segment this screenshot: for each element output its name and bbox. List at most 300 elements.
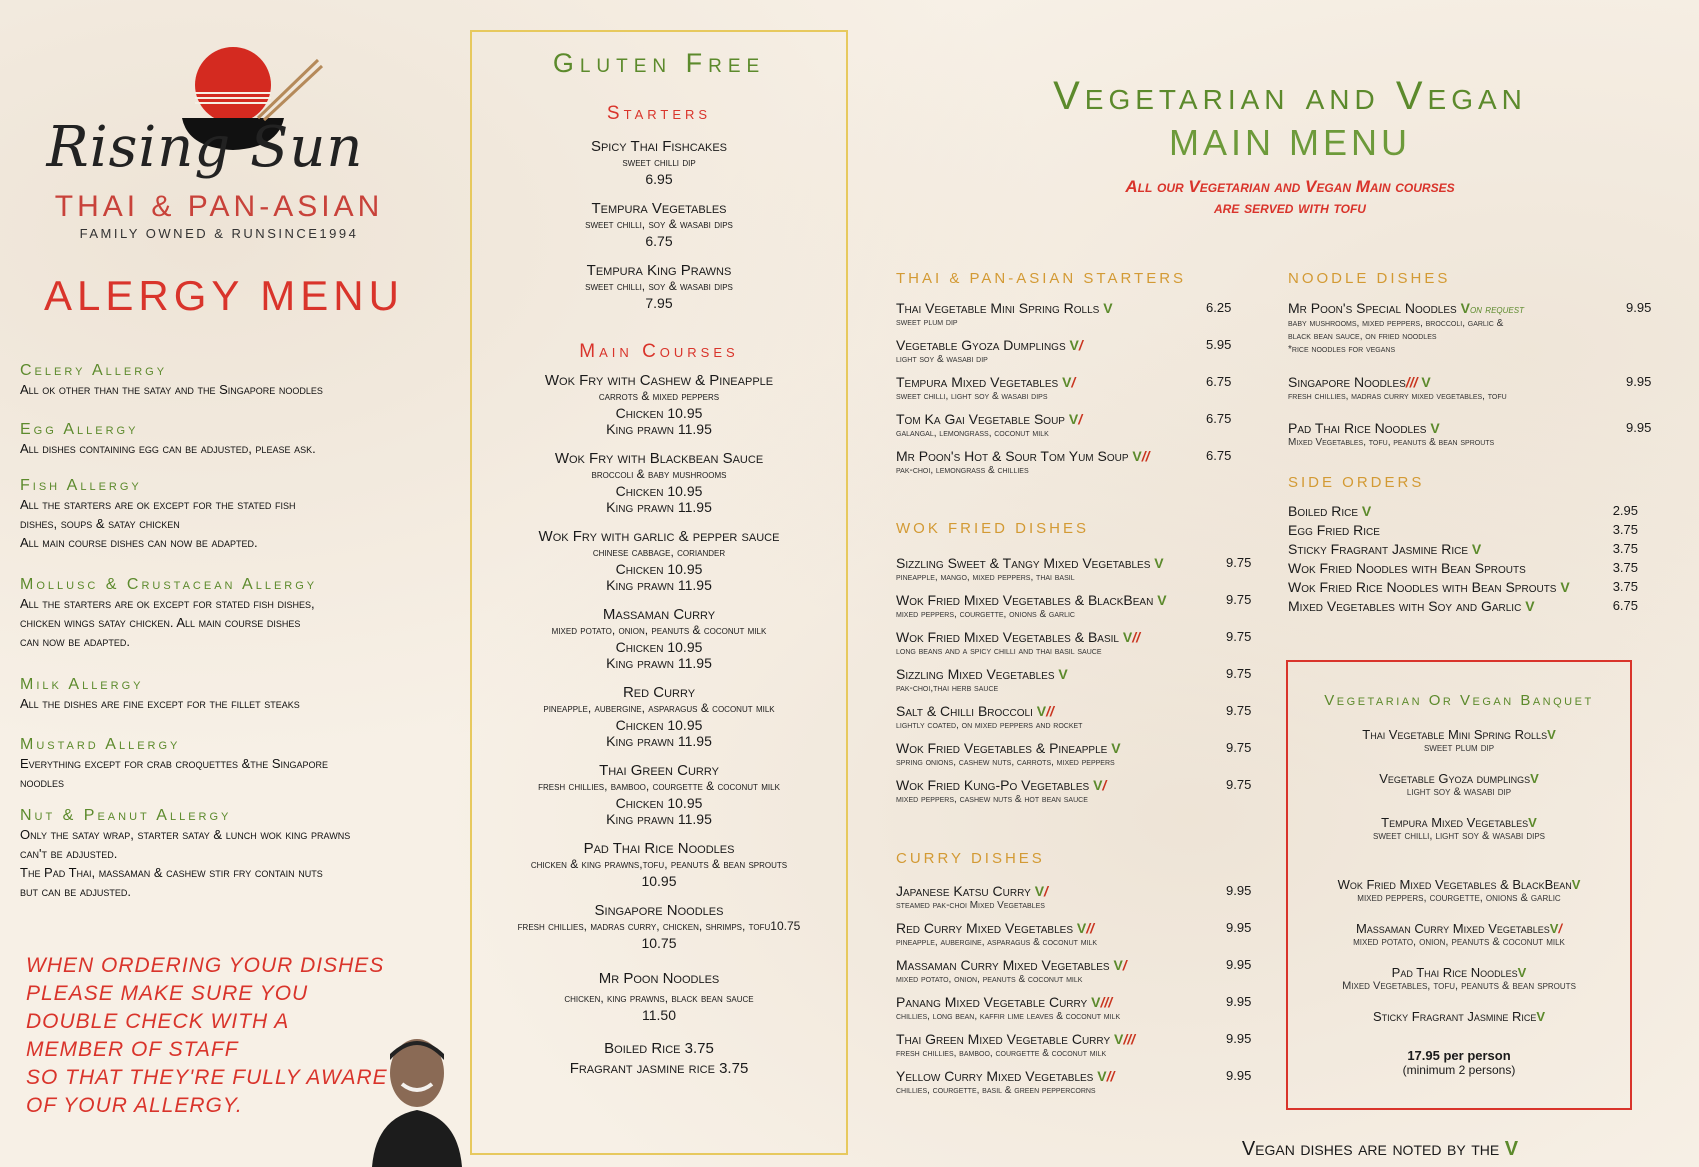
- dish-name: [896, 555, 1164, 571]
- allergy-line: dishes, soups & satay chicken: [20, 516, 180, 531]
- allergy-line: All the dishes are fine except for the fillet steaks: [20, 696, 300, 711]
- gf-main-item: [472, 685, 846, 749]
- banquet-items: [1288, 727, 1630, 1024]
- gf-item-desc: fresh chillies, madras curry, chicken, shrimps, tofu10.75: [517, 919, 801, 933]
- dish-desc: galangal, lemongrass, coconut milk: [896, 428, 1049, 439]
- banquet-item-name: [1288, 921, 1630, 936]
- dish-name-text: Mr Poon's Hot & Sour Tom Yum Soup: [896, 448, 1129, 464]
- side-price: 3.75: [1612, 522, 1638, 537]
- banquet-item: [1288, 771, 1630, 799]
- dish-name-text: Salt & Chilli Broccoli: [896, 703, 1033, 719]
- dish-name: [896, 1031, 1135, 1047]
- gf-item-name: Wok Fry with Cashew & Pineapple: [544, 372, 774, 389]
- vegan-mark: V: [1122, 629, 1133, 645]
- side-name: Mixed Vegetables with Soy and Garlic: [1288, 598, 1522, 614]
- dish-desc: lightly coated, on mixed peppers and rocket: [896, 720, 1083, 731]
- vegan-mark: V: [1528, 815, 1537, 830]
- gf-item-price: 10.95: [641, 873, 677, 889]
- dish-name-text: Yellow Curry Mixed Vegetables: [896, 1068, 1094, 1084]
- banquet-item-desc: light soy & wasabi dip: [1406, 786, 1512, 798]
- gf-item-name: Red Curry: [622, 684, 696, 701]
- dish-name: [896, 883, 1048, 899]
- dish-price: 9.95: [1626, 420, 1652, 435]
- dish-price: 9.75: [1226, 629, 1252, 644]
- dish-name: [896, 374, 1075, 390]
- dish-desc: mixed peppers, courgette, onions & garlic: [896, 609, 1075, 620]
- veg-note-line: are served with tofu: [1214, 198, 1366, 217]
- warning-line: DOUBLE CHECK WITH A: [26, 1010, 290, 1033]
- dish-item: [896, 1031, 1252, 1060]
- gf-item-name: Pad Thai Rice Noodles: [583, 840, 735, 857]
- dish-name: [1288, 300, 1524, 317]
- vegan-mark: V: [1547, 727, 1556, 742]
- warning-line: MEMBER OF STAFF: [26, 1038, 239, 1061]
- chilli-icon: ///: [1405, 374, 1418, 390]
- veg-noodle-heading: NOODLE DISHES: [1288, 270, 1451, 287]
- gf-starter-item: [472, 263, 846, 311]
- allergy-line: can't be adjusted.: [20, 846, 118, 861]
- banquet-item-desc: mixed peppers, courgette, onions & garlic: [1357, 892, 1561, 904]
- dish-item: [1288, 374, 1652, 403]
- dish-item: [896, 448, 1232, 477]
- dish-desc: long beans and a spicy chilli and thai basil sauce: [896, 646, 1102, 657]
- dish-item: [896, 883, 1252, 912]
- gf-item-desc: sweet chilli, soy & wasabi dips: [585, 217, 733, 231]
- banquet-item-text: Wok Fried Mixed Vegetables & BlackBean: [1337, 877, 1572, 892]
- vegan-mark: V: [1113, 957, 1123, 973]
- allergy-heading: Mollusc & Crustacean Allergy: [20, 576, 318, 593]
- allergy-line: Everything except for crab croquettes &the Singapore: [20, 756, 329, 771]
- banquet-item: [1288, 1009, 1630, 1024]
- dish-price: 9.75: [1226, 666, 1252, 681]
- gf-item-price: 10.75: [641, 935, 677, 951]
- dish-name: [896, 300, 1113, 316]
- gf-main-item: [472, 451, 846, 515]
- allergy-line: All main course dishes can now be adapted.: [20, 535, 258, 550]
- dish-desc: steamed pak-choi Mixed Vegetables: [896, 900, 1045, 911]
- vegan-mark: V: [1361, 503, 1372, 519]
- allergy-section-nut: [20, 807, 445, 901]
- gf-extras: [472, 1041, 846, 1077]
- vegan-mark: V: [1471, 541, 1482, 557]
- gf-item-name: Tempura Vegetables: [591, 200, 727, 217]
- dish-name-text: Wok Fried Kung-Po Vegetables: [896, 777, 1090, 793]
- side-name: Wok Fried Rice Noodles with Bean Sprouts: [1288, 579, 1557, 595]
- allergy-column: [0, 0, 460, 1167]
- dish-name: [896, 337, 1083, 353]
- gf-item-price: King prawn 11.95: [606, 733, 712, 749]
- dish-desc: mixed potato, onion, peanuts & coconut milk: [896, 974, 1083, 985]
- gf-item-price: King prawn 11.95: [606, 421, 712, 437]
- gf-extra-item: Fragrant jasmine rice 3.75: [569, 1060, 749, 1077]
- chilli-icon: ///: [1123, 1031, 1136, 1047]
- gf-item-price: Chicken 10.95: [615, 483, 703, 499]
- dish-name-text: Wok Fried Mixed Vegetables & BlackBean: [896, 592, 1154, 608]
- banquet-price: 17.95 per person: [1407, 1048, 1511, 1063]
- dish-price: 9.95: [1226, 994, 1252, 1009]
- chilli-icon: //: [1046, 703, 1054, 719]
- banquet-item-text: Vegetable Gyoza dumplings: [1379, 771, 1531, 786]
- dish-name-text: Thai Vegetable Mini Spring Rolls: [896, 300, 1100, 316]
- banquet-item-desc: Mixed Vegetables, tofu, peanuts & bean sprouts: [1342, 980, 1576, 992]
- side-name: Egg Fried Rice: [1288, 522, 1380, 538]
- veg-curry-heading: CURRY DISHES: [896, 850, 1045, 867]
- dish-item: [896, 703, 1252, 732]
- allergy-line: can now be adapted.: [20, 634, 130, 649]
- allergy-warning: [26, 952, 406, 1120]
- dish-name-text: Panang Mixed Vegetable Curry: [896, 994, 1088, 1010]
- gf-item-name: Thai Green Curry: [599, 762, 719, 779]
- dish-name-text: Wok Fried Vegetables & Pineapple: [896, 740, 1108, 756]
- allergy-line: The Pad Thai, massaman & cashew stir fry contain nuts: [20, 865, 323, 880]
- banquet-item-text: Pad Thai Rice Noodles: [1391, 965, 1518, 980]
- side-item: [1288, 541, 1638, 560]
- gf-item-name: Tempura King Prawns: [586, 262, 732, 279]
- dish-item: [1288, 300, 1652, 356]
- dish-desc: pineapple, mango, mixed peppers, thai basil: [896, 572, 1075, 583]
- dish-desc: pineapple, aubergine, asparagus & coconut milk: [896, 937, 1098, 948]
- dish-name-text: Red Curry Mixed Vegetables: [896, 920, 1074, 936]
- dish-price: 9.95: [1226, 1068, 1252, 1083]
- dish-name-text: Mr Poon's Special Noodles: [1288, 300, 1457, 316]
- dish-item: [896, 740, 1252, 769]
- dish-name-text: Wok Fried Mixed Vegetables & Basil: [896, 629, 1119, 645]
- vegan-mark: V: [1517, 965, 1527, 980]
- gf-item-name: Wok Fry with garlic & pepper sauce: [538, 528, 780, 545]
- banquet-item-name: [1288, 815, 1630, 830]
- banquet-item: [1288, 921, 1630, 949]
- allergy-line: chicken wings satay chicken. All main course dishes: [20, 615, 301, 630]
- vegan-mark: V: [1154, 555, 1164, 571]
- gf-starters-heading: Starters: [606, 103, 712, 124]
- dish-item: [896, 374, 1232, 403]
- allergy-section-celery: [20, 362, 445, 399]
- dish-price: 9.75: [1226, 703, 1252, 718]
- banquet-item-text: Tempura Mixed Vegetables: [1381, 815, 1529, 830]
- banquet-item-desc: sweet plum dip: [1423, 742, 1495, 754]
- vegan-mark: V: [1111, 740, 1121, 756]
- vegan-mark: V: [1549, 921, 1559, 936]
- banquet-item-text: Sticky Fragrant Jasmine Rice: [1372, 1009, 1537, 1024]
- gf-main-item: [472, 373, 846, 437]
- dish-desc: chillies, courgette, basil & green peppercorns: [896, 1085, 1096, 1096]
- gf-extra-item: Boiled Rice 3.75: [604, 1040, 714, 1057]
- vegan-mark: V: [1114, 1031, 1124, 1047]
- dish-price: 9.75: [1226, 555, 1252, 570]
- dish-price: 9.95: [1226, 920, 1252, 935]
- banquet-item-name: [1288, 727, 1630, 742]
- vegan-mark: V: [1103, 300, 1113, 316]
- dish-name-text: Thai Green Mixed Vegetable Curry: [896, 1031, 1111, 1047]
- dish-name: [896, 957, 1127, 973]
- dish-name: [1288, 420, 1494, 436]
- allergy-section-fish: [20, 477, 445, 552]
- veg-note: [880, 176, 1699, 218]
- dish-price: 9.75: [1226, 777, 1252, 792]
- allergy-line: Only the satay wrap, starter satay & lunch wok king prawns: [20, 827, 351, 842]
- vegan-mark: V: [1062, 374, 1072, 390]
- dish-price: 6.25: [1206, 300, 1232, 315]
- dish-price: 5.95: [1206, 337, 1232, 352]
- dish-name: [896, 411, 1082, 427]
- brand-name: Rising Sun: [46, 115, 364, 180]
- dish-item: [896, 337, 1232, 366]
- side-item: [1288, 579, 1638, 598]
- allergy-line: All the starters are ok except for stated fish dishes,: [20, 596, 315, 611]
- brand-subtitle: THAI & PAN-ASIAN: [54, 190, 384, 223]
- dish-item: [896, 411, 1232, 440]
- banquet-min: (minimum 2 persons): [1402, 1063, 1516, 1077]
- side-item: [1288, 560, 1638, 579]
- gf-item-price: 7.95: [645, 295, 673, 311]
- vegan-mark: V: [1525, 598, 1535, 614]
- dish-item: [896, 629, 1252, 658]
- dish-desc: Mixed Vegetables, tofu, peanuts & bean sprouts: [1288, 437, 1495, 448]
- dish-desc: spring onions, cashew nuts, carrots, mixed peppers: [896, 757, 1115, 768]
- side-item: [1288, 503, 1638, 522]
- dish-price: 9.95: [1626, 374, 1652, 389]
- gf-item-price: King prawn 11.95: [606, 499, 712, 515]
- side-price: 6.75: [1612, 598, 1638, 613]
- dish-item: [896, 1068, 1252, 1097]
- vegan-mark: V: [1536, 1009, 1546, 1024]
- side-name: Boiled Rice: [1288, 503, 1359, 519]
- chilli-icon: /: [1078, 337, 1083, 353]
- warning-line: PLEASE MAKE SURE YOU: [26, 982, 309, 1005]
- dish-name-text: Sizzling Sweet & Tangy Mixed Vegetables: [896, 555, 1151, 571]
- vegan-mark: V: [1421, 374, 1431, 390]
- chilli-icon: /: [1078, 411, 1083, 427]
- gf-item-desc: chicken & king prawns,tofu, peanuts & bean sprouts: [530, 857, 788, 871]
- brand-tagline: FAMILY OWNED & RUNSINCE1994: [79, 226, 359, 241]
- dish-item: [896, 994, 1252, 1023]
- veg-note-line: All our Vegetarian and Vegan Main courses: [1125, 177, 1455, 196]
- dish-name: [896, 703, 1082, 719]
- banquet-item: [1288, 965, 1630, 993]
- dish-price: 9.75: [1226, 740, 1252, 755]
- vegan-mark: V: [1571, 877, 1581, 892]
- vegan-mark: V: [1069, 337, 1079, 353]
- side-name: Wok Fried Noodles with Bean Sprouts: [1288, 560, 1526, 576]
- vegan-mark: V: [1091, 994, 1101, 1010]
- dish-name-text: Pad Thai Rice Noodles: [1288, 420, 1427, 436]
- dish-desc: mixed peppers, cashew nuts & hot bean sauce: [896, 794, 1088, 805]
- chilli-icon: /: [1044, 883, 1048, 899]
- gf-item-price: 6.95: [645, 171, 673, 187]
- side-price: 3.75: [1612, 541, 1638, 556]
- banquet-item-text: Massaman Curry Mixed Vegetables: [1355, 921, 1550, 936]
- dish-name-text: Singapore Noodles: [1288, 374, 1406, 390]
- gf-item-name: Spicy Thai Fishcakes: [590, 138, 728, 155]
- side-price: 2.95: [1612, 503, 1638, 518]
- vegan-mark: V: [1058, 666, 1068, 682]
- gf-item-desc: mixed potato, onion, peanuts & coconut milk: [551, 623, 767, 637]
- gluten-free-title: Gluten Free: [552, 48, 766, 78]
- vegan-mark: V: [1036, 703, 1047, 719]
- vegan-mark: V: [1034, 883, 1045, 899]
- banquet-item-text: Thai Vegetable Mini Spring Rolls: [1362, 727, 1548, 742]
- on-request-note: on request: [1469, 302, 1524, 316]
- banquet-item-desc: sweet chilli, light soy & wasabi dips: [1372, 830, 1546, 842]
- dish-name: [896, 666, 1068, 682]
- dish-desc: chillies, long bean, kaffir lime leaves & coconut milk: [896, 1011, 1121, 1022]
- banquet-item: [1288, 727, 1630, 755]
- gf-item-desc: chicken, king prawns, black bean sauce: [564, 991, 754, 1005]
- gf-item-name: Massaman Curry: [602, 606, 716, 623]
- dish-desc: light soy & wasabi dip: [896, 354, 988, 365]
- banquet-item-name: [1288, 965, 1630, 980]
- vegan-mark: V: [1097, 1068, 1107, 1084]
- allergy-section-egg: [20, 421, 445, 458]
- warning-line: WHEN ORDERING YOUR DISHES: [26, 954, 385, 977]
- dish-name-text: Tom Ka Gai Vegetable Soup: [896, 411, 1065, 427]
- allergy-line: All ok other than the satay and the Singapore noodles: [20, 382, 323, 397]
- gf-item-name: Singapore Noodles: [594, 902, 724, 919]
- dish-item: [1288, 420, 1652, 449]
- allergy-line: noodles: [20, 775, 65, 790]
- gluten-free-panel: [470, 30, 848, 1155]
- allergy-section-mollusc: [20, 576, 445, 651]
- dish-name: [896, 1068, 1114, 1084]
- gf-item-price: Chicken 10.95: [615, 639, 703, 655]
- dish-desc: *rice noodles for vegans: [1288, 344, 1396, 355]
- allergy-heading: Nut & Peanut Allergy: [20, 807, 232, 824]
- vegan-note-text: Vegan dishes are noted by the: [1241, 1138, 1500, 1160]
- dish-desc: black bean sauce, on fried noodles: [1288, 331, 1437, 342]
- banquet-item-desc: mixed potato, onion, peanuts & coconut milk: [1353, 936, 1565, 948]
- dish-item: [896, 592, 1252, 621]
- dish-item: [896, 666, 1252, 695]
- dish-name: [896, 629, 1140, 645]
- gf-item-desc: sweet chilli, soy & wasabi dips: [585, 279, 733, 293]
- banquet-item: [1288, 815, 1630, 843]
- gf-starter-item: [472, 201, 846, 249]
- dish-price: 9.95: [1626, 300, 1652, 315]
- gf-main-item: [472, 529, 846, 593]
- vegan-mark: V: [1460, 300, 1470, 316]
- vegan-mark: V: [1093, 777, 1103, 793]
- veg-side-heading: SIDE ORDERS: [1288, 474, 1425, 491]
- chilli-icon: //: [1086, 920, 1095, 936]
- dish-item: [896, 300, 1232, 329]
- side-price: 3.75: [1612, 579, 1638, 594]
- dish-desc: baby mushrooms, mixed peppers, broccoli, garlic &: [1288, 318, 1504, 329]
- dish-desc: sweet chilli, light soy & wasabi dips: [896, 391, 1048, 402]
- dish-desc: pak-choi, lemongrass & chillies: [896, 465, 1029, 476]
- dish-name: [896, 777, 1106, 793]
- vegan-mark: V: [1430, 420, 1440, 436]
- dish-name-text: Tempura Mixed Vegetables: [896, 374, 1059, 390]
- veg-menu-panel: [880, 0, 1699, 1167]
- allergy-heading: Egg Allergy: [20, 421, 139, 438]
- dish-desc: fresh chillies, madras curry mixed vegetables, tofu: [1288, 391, 1507, 402]
- banquet-heading: Vegetarian Or Vegan Banquet: [1324, 692, 1594, 709]
- allergy-section-milk: [20, 676, 445, 713]
- gf-item-desc: broccoli & baby mushrooms: [591, 467, 727, 481]
- side-price: 3.75: [1612, 560, 1638, 575]
- gf-item-price: King prawn 11.95: [606, 577, 712, 593]
- gf-item-price: 6.75: [645, 233, 673, 249]
- dish-price: 6.75: [1206, 374, 1232, 389]
- gf-item-price: Chicken 10.95: [615, 717, 703, 733]
- dish-desc: pak-choi,thai herb sauce: [896, 683, 999, 694]
- banquet-item-name: [1288, 1009, 1630, 1024]
- dish-name-text: Massaman Curry Mixed Vegetables: [896, 957, 1110, 973]
- allergy-line: All the starters are ok except for the stated fish: [20, 497, 296, 512]
- veg-side-list: [1288, 503, 1638, 617]
- dish-name-text: Vegetable Gyoza Dumplings: [896, 337, 1066, 353]
- dish-name: [896, 920, 1097, 936]
- allergy-heading: Fish Allergy: [20, 477, 142, 494]
- gf-item-desc: sweet chilli dip: [622, 155, 696, 169]
- dish-price: 9.95: [1226, 957, 1252, 972]
- allergy-heading: Milk Allergy: [20, 676, 144, 693]
- dish-price: 9.75: [1226, 592, 1252, 607]
- dish-name-text: Japanese Katsu Curry: [896, 883, 1031, 899]
- gf-mains-heading: Main Courses: [579, 341, 739, 362]
- warning-line: OF YOUR ALLERGY.: [26, 1094, 243, 1117]
- chilli-icon: //: [1132, 629, 1140, 645]
- dish-price: 6.75: [1206, 411, 1232, 426]
- chilli-icon: ///: [1100, 994, 1113, 1010]
- vegan-mark: V: [1132, 448, 1142, 464]
- allergy-section-mustard: [20, 736, 445, 792]
- veg-subtitle: MAIN MENU: [1169, 122, 1411, 163]
- veg-wok-heading: WOK FRIED DISHES: [896, 520, 1090, 537]
- banquet-item: [1288, 877, 1630, 905]
- gf-item-desc: fresh chillies, bamboo, courgette & coconut milk: [538, 779, 780, 793]
- vegan-mark: V: [1530, 771, 1539, 786]
- chilli-icon: //: [1106, 1068, 1115, 1084]
- chilli-icon: /: [1102, 777, 1107, 793]
- banquet-item-name: [1288, 877, 1630, 892]
- chef-portrait-icon: [362, 1018, 472, 1167]
- gf-item-price: Chicken 10.95: [615, 405, 703, 421]
- gf-item-price: King prawn 11.95: [606, 655, 712, 671]
- chilli-icon: /: [1071, 374, 1076, 390]
- side-name: Sticky Fragrant Jasmine Rice: [1288, 541, 1469, 557]
- side-item: [1288, 598, 1638, 617]
- dish-price: 9.95: [1226, 883, 1252, 898]
- gf-item-price: 11.50: [642, 1007, 676, 1023]
- allergy-menu-title: ALERGY MENU: [44, 272, 404, 319]
- dish-name: [896, 592, 1167, 608]
- banquet-item-name: [1288, 771, 1630, 786]
- gf-item-desc: chinese cabbage, coriander: [592, 545, 726, 559]
- dish-name: [1288, 374, 1507, 390]
- vegan-mark: V: [1560, 579, 1570, 595]
- gf-main-item: [472, 971, 846, 1023]
- dish-item: [896, 920, 1252, 949]
- gf-item-name: Mr Poon Noodles: [598, 970, 720, 987]
- dish-name-text: Sizzling Mixed Vegetables: [896, 666, 1055, 682]
- gf-main-item: [472, 903, 846, 951]
- dish-item: [896, 777, 1252, 806]
- allergy-heading: Celery Allergy: [20, 362, 168, 379]
- dish-desc: fresh chillies, bamboo, courgette & coconut milk: [896, 1048, 1107, 1059]
- veg-title: Vegetarian and Vegan: [1053, 74, 1527, 118]
- side-item: [1288, 522, 1638, 541]
- gf-item-desc: carrots & mixed peppers: [598, 389, 720, 403]
- gf-starter-item: [472, 139, 846, 187]
- gf-item-name: Wok Fry with Blackbean Sauce: [554, 450, 764, 467]
- warning-line: SO THAT THEY'RE FULLY AWARE: [26, 1066, 388, 1089]
- allergy-line: All dishes containing egg can be adjusted, please ask.: [20, 441, 316, 456]
- gf-item-price: Chicken 10.95: [615, 795, 703, 811]
- veg-starters-heading: THAI & PAN-ASIAN STARTERS: [896, 270, 1187, 287]
- dish-name: [896, 448, 1150, 464]
- vegan-mark: V: [1504, 1138, 1519, 1160]
